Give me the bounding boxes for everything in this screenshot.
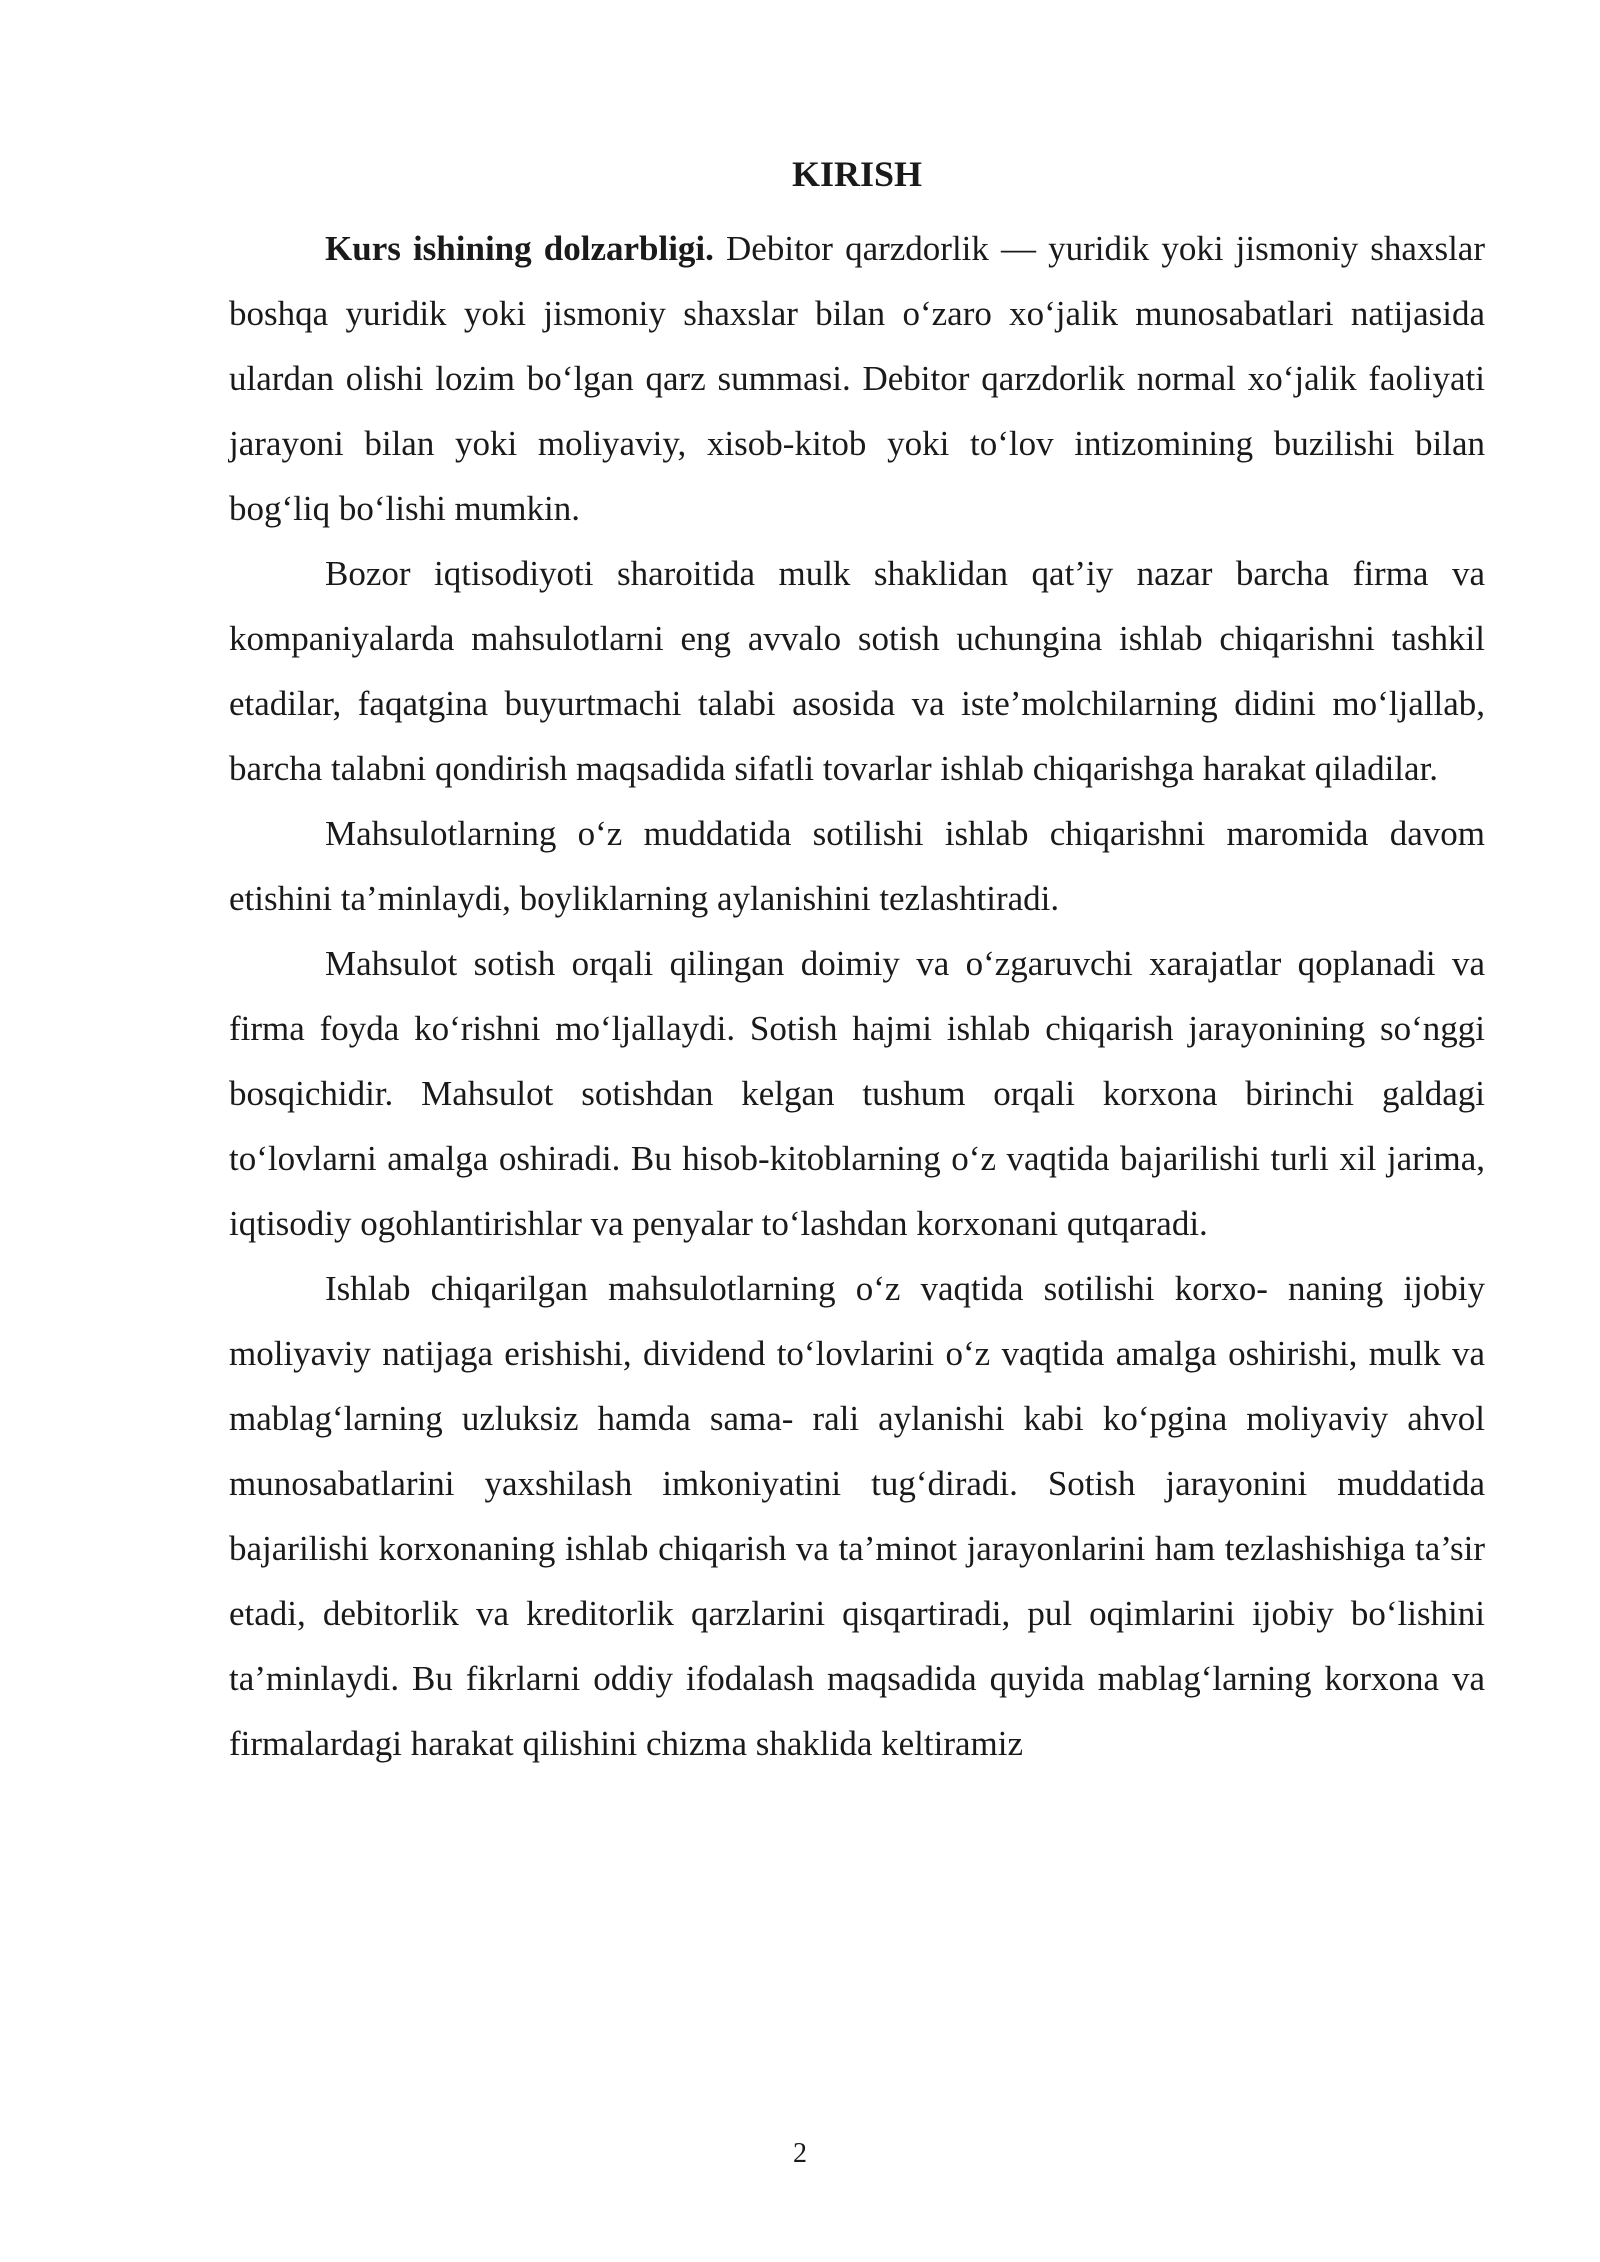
- page-number: 2: [793, 2138, 807, 2169]
- paragraph-lead: Kurs ishining dolzarbligi.: [325, 229, 714, 268]
- section-heading: KIRISH: [791, 154, 923, 194]
- paragraph-text: Debitor qarzdorlik — yuridik yoki jismoniy shaxslar boshqa yuridik yoki jismoniy shaxslar bilan o‘zaro xo‘jalik munosabatlari natijasida ulardan olishi lozim bo‘lgan qarz summasi. Debitor qarzdorlik normal xo‘jalik faoliyati jarayoni bilan yoki moliyaviy, xisob-kitob yoki to‘lov intizomining buzilishi bilan bog‘liq bo‘lishi mumkin.: [229, 229, 1486, 528]
- paragraph-sales-costs: Mahsulot sotish orqali qilingan doimiy va o‘zgaruvchi xarajatlar qoplanadi va firma foyda ko‘rishni mo‘ljallaydi. Sotish hajmi ishlab chiqarish jarayonining so‘nggi bosqichidir. Mahsulot sotishdan kelgan tushum orqali korxona birinchi galdagi to‘lovlarni amalga oshiradi. Bu hisob-kitoblarning o‘z vaqtida bajarilishi turli xil jarima, iqtisodiy ogohlantirishlar va penyalar to‘lashdan korxonani qutqaradi.: [229, 944, 1485, 1243]
- page-content: [229, 150, 1485, 1776]
- paragraph-financial-results: Ishlab chiqarilgan mahsulotlarning o‘z vaqtida sotilishi korxo- naning ijobiy moliyaviy natijaga erishishi, dividend to‘lovlarini o‘z vaqtida amalga oshirishi, mulk va mablag‘larning uzluksiz hamda sama- rali aylanishi kabi ko‘pgina moliyaviy ahvol munosabatlarini yaxshilash imkoniyatini tug‘diradi. Sotish jarayonini muddatida bajarilishi korxonaning ishlab chiqarish va ta’minot jarayonlarini ham tezlashishiga ta’sir etadi, debitorlik va kreditorlik qarzlarini qisqartiradi, pul oqimlarini ijobiy bo‘lishini ta’minlaydi. Bu fikrlarni oddiy ifodalash maqsadida quyida mablag‘larning korxona va firmalardagi harakat qilishini chizma shaklida keltiramiz: [229, 1269, 1485, 1763]
- paragraph-market-economy: Bozor iqtisodiyoti sharoitida mulk shaklidan qat’iy nazar barcha firma va kompaniyalarda mahsulotlarni eng avvalo sotish uchungina ishlab chiqarishni tashkil etadilar, faqatgina buyurtmachi talabi asosida va iste’molchilarning didini mo‘ljallab, barcha talabni qondirish maqsadida sifatli tovarlar ishlab chiqarishga harakat qiladilar.: [229, 554, 1485, 788]
- paragraph-timely-sales: Mahsulotlarning o‘z muddatida sotilishi ishlab chiqarishni maromida davom etishini ta’minlaydi, boyliklarning aylanishini tezlashtiradi.: [229, 814, 1485, 918]
- paragraph-relevance: [229, 216, 1485, 541]
